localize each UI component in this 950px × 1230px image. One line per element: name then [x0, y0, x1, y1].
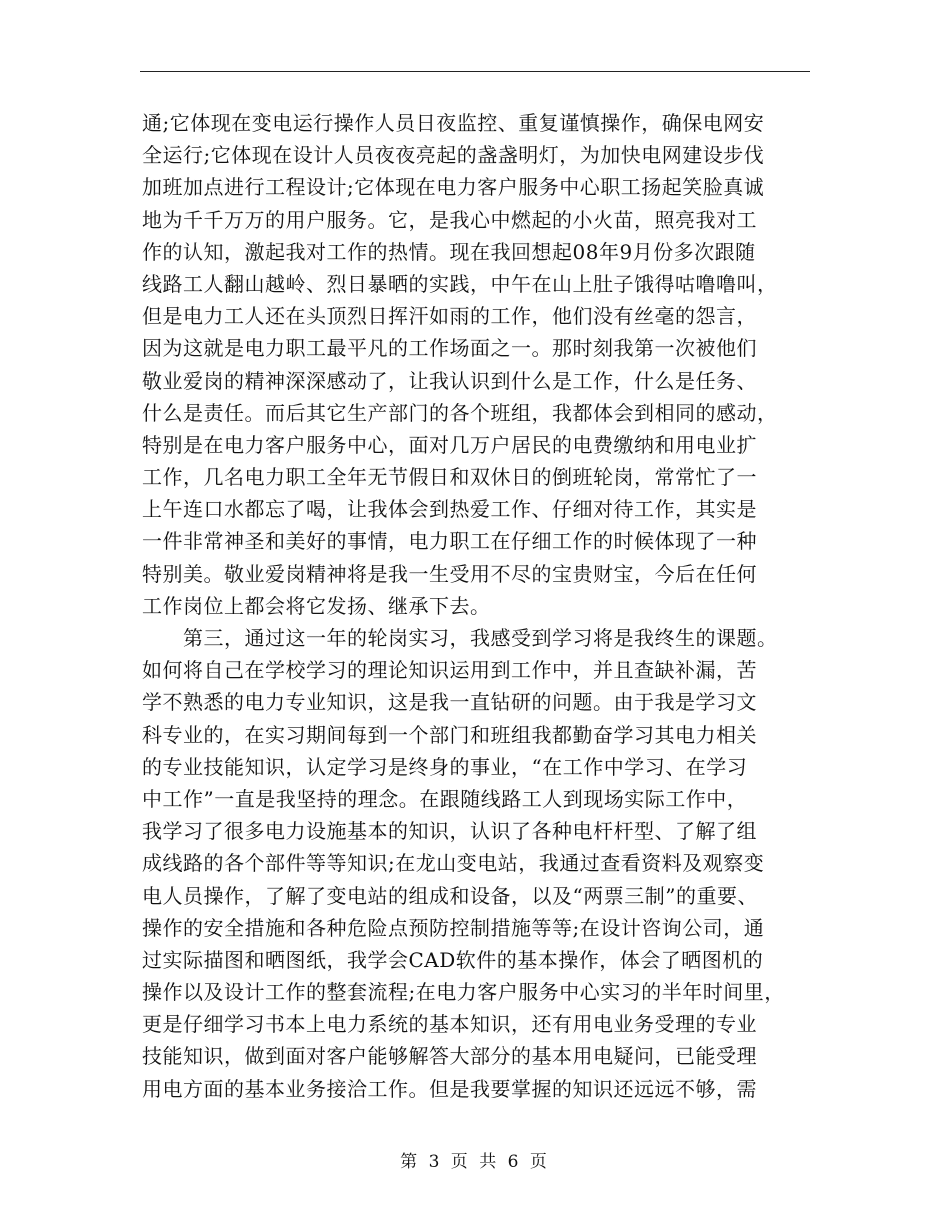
text-line: 全运行;它体现在设计人员夜夜亮起的盏盏明灯，为加快电网建设步伐: [142, 143, 765, 168]
text-line: 用电方面的基本业务接洽工作。但是我要掌握的知识还远远不够，需: [142, 1076, 757, 1101]
text-line: 特别美。敬业爱岗精神将是我一生受用不尽的宝贵财宝，今后在任何: [142, 561, 757, 586]
text-line: 成线路的各个部件等等知识;在龙山变电站，我通过查看资料及观察变: [142, 851, 765, 876]
text-line: 线路工人翻山越岭、烈日暴晒的实践，中午在山上肚子饿得咕噜噜叫，: [142, 271, 778, 296]
text-line: 我学习了很多电力设施基本的知识，认识了各种电杆杆型、了解了组: [142, 819, 757, 844]
text-line: 地为千千万万的用户服务。它，是我心中燃起的小火苗，照亮我对工: [142, 207, 757, 232]
document-body: [142, 107, 832, 1105]
header-rule: [140, 71, 810, 72]
text-line: 通;它体现在变电运行操作人员日夜监控、重复谨慎操作，确保电网安: [142, 111, 765, 135]
text-line: 特别是在电力客户服务中心，面对几万户居民的电费缴纳和用电业扩: [142, 432, 757, 457]
text-line: 学不熟悉的电力专业知识，这是我一直钻研的问题。由于我是学习文: [142, 690, 757, 715]
text-line: 电人员操作，了解了变电站的组成和设备，以及“两票三制”的重要、: [142, 883, 758, 908]
text-line: 但是电力工人还在头顶烈日挥汗如雨的工作，他们没有丝毫的怨言，: [142, 304, 757, 329]
text-line: 过实际描图和晒图纸，我学会CAD软件的基本操作，体会了晒图机的: [142, 947, 764, 972]
text-line: 一件非常神圣和美好的事情，电力职工在仔细工作的时候体现了一种: [142, 529, 757, 554]
text-line: 工作，几名电力职工全年无节假日和双休日的倒班轮岗，常常忙了一: [142, 465, 757, 490]
text-line: 的专业技能知识，认定学习是终身的事业，“在工作中学习、在学习: [142, 754, 748, 779]
text-line: 更是仔细学习书本上电力系统的基本知识，还有用电业务受理的专业: [142, 1012, 757, 1037]
text-line: 如何将自己在学校学习的理论知识运用到工作中，并且查缺补漏，苦: [142, 658, 757, 683]
text-line: 作的认知，激起我对工作的热情。现在我回想起08年9月份多次跟随: [142, 239, 756, 264]
text-line: 加班加点进行工程设计;它体现在电力客户服务中心职工扬起笑脸真诚: [142, 175, 765, 200]
text-line: 什么是责任。而后其它生产部门的各个班组，我都体会到相同的感动，: [142, 400, 778, 425]
text-line: 因为这就是电力职工最平凡的工作场面之一。那时刻我第一次被他们: [142, 336, 757, 361]
text-line: 敬业爱岗的精神深深感动了，让我认识到什么是工作，什么是任务、: [142, 368, 757, 393]
text-line: 上午连口水都忘了喝，让我体会到热爱工作、仔细对待工作，其实是: [142, 497, 757, 522]
text-line: 操作的安全措施和各种危险点预防控制措施等等;在设计咨询公司，通: [142, 915, 765, 940]
text-line: 科专业的，在实习期间每到一个部门和班组我都勤奋学习其电力相关: [142, 722, 757, 747]
text-line: 操作以及设计工作的整套流程;在电力客户服务中心实习的半年时间里，: [142, 980, 785, 1005]
text-line: 中工作”一直是我坚持的理念。在跟随线路工人到现场实际工作中，: [142, 786, 748, 811]
text-line: 第三，通过这一年的轮岗实习，我感受到学习将是我终生的课题。: [142, 626, 778, 650]
page-number: 第 3 页 共 6 页: [400, 1152, 550, 1172]
text-line: 工作岗位上都会将它发扬、继承下去。: [142, 593, 491, 618]
text-line: 技能知识，做到面对客户能够解答大部分的基本用电疑问，已能受理: [142, 1044, 757, 1069]
